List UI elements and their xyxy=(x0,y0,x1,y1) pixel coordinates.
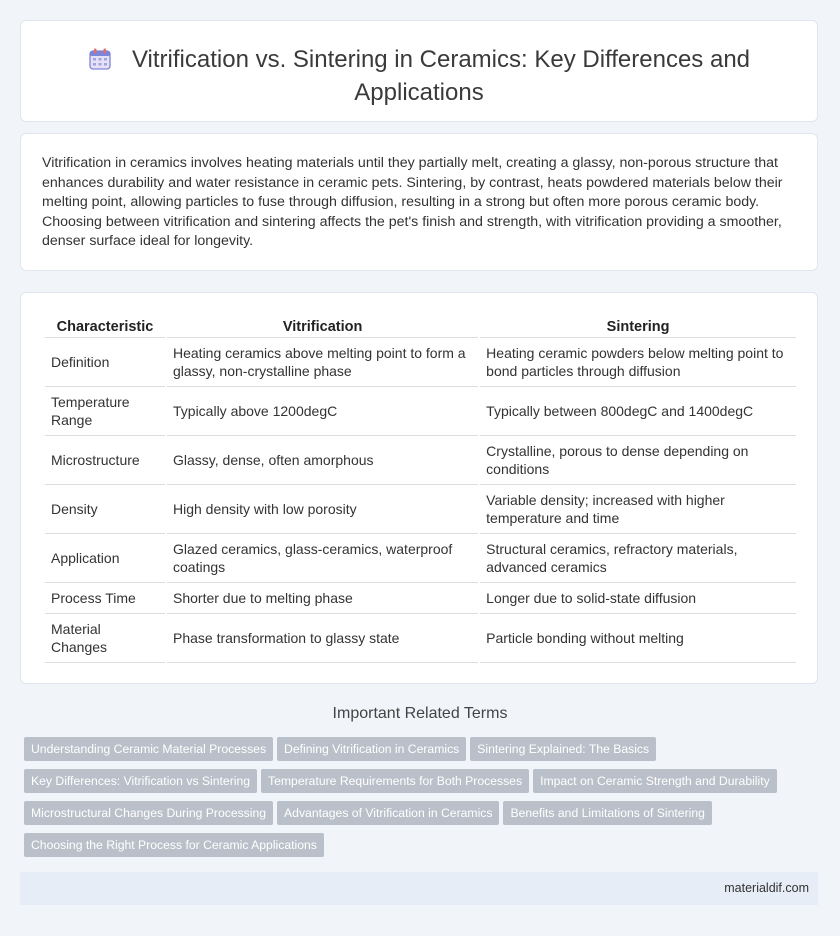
row-label: Application xyxy=(45,534,165,583)
table-row xyxy=(45,485,796,534)
related-term-link[interactable]: Impact on Ceramic Strength and Durability xyxy=(533,769,777,793)
sintering-cell: Heating ceramic powders below melting point to bond particles through diffusion xyxy=(480,338,796,387)
related-term-link[interactable]: Microstructural Changes During Processing xyxy=(24,801,273,825)
table-row xyxy=(45,338,796,387)
vitrification-cell: Shorter due to melting phase xyxy=(167,583,478,614)
table-row xyxy=(45,534,796,583)
row-label: Density xyxy=(45,485,165,534)
row-label: Temperature Range xyxy=(45,387,165,436)
vitrification-cell: Heating ceramics above melting point to form a glassy, non-crystalline phase xyxy=(167,338,478,387)
related-term-link[interactable]: Understanding Ceramic Material Processes xyxy=(24,737,273,761)
table-row xyxy=(45,614,796,663)
header-characteristic: Characteristic xyxy=(45,317,165,338)
vitrification-cell: High density with low porosity xyxy=(167,485,478,534)
intro-card xyxy=(20,133,818,271)
related-term-link[interactable]: Defining Vitrification in Ceramics xyxy=(277,737,466,761)
related-term-link[interactable]: Sintering Explained: The Basics xyxy=(470,737,656,761)
row-label: Definition xyxy=(45,338,165,387)
table-card xyxy=(20,292,818,684)
related-term-link[interactable]: Choosing the Right Process for Ceramic Applications xyxy=(24,833,324,857)
footer xyxy=(20,872,818,905)
table-header-row xyxy=(45,317,796,338)
vitrification-cell: Typically above 1200degC xyxy=(167,387,478,436)
table-row xyxy=(45,387,796,436)
intro-paragraph: Vitrification in ceramics involves heating materials until they partially melt, creating a glassy, non-porous structure that enhances durability and water resistance in ceramic pets. Sintering, by contrast, heats powdered materials below their melting point, allowing particles to fuse through diffusion, resulting in a strong but often more porous ceramic body. Choosing between vitrification and sintering affects the pet's finish and strength, with vitrification providing a smoother, denser surface ideal for longevity. xyxy=(42,155,783,249)
sintering-cell: Typically between 800degC and 1400degC xyxy=(480,387,796,436)
related-term-link[interactable]: Key Differences: Vitrification vs Sintering xyxy=(24,769,257,793)
site-link[interactable]: materialdif.com xyxy=(724,881,809,895)
row-label: Microstructure xyxy=(45,436,165,485)
table-row xyxy=(45,436,796,485)
sintering-cell: Structural ceramics, refractory materials, advanced ceramics xyxy=(480,534,796,583)
page-title-text: Vitrification vs. Sintering in Ceramics: Key Differences and Applications xyxy=(131,46,751,106)
sintering-cell: Crystalline, porous to dense depending on conditions xyxy=(480,436,796,485)
header-vitrification: Vitrification xyxy=(167,317,478,338)
vitrification-cell: Glassy, dense, often amorphous xyxy=(167,436,478,485)
related-term-link[interactable]: Advantages of Vitrification in Ceramics xyxy=(277,801,499,825)
related-terms-heading: Important Related Terms xyxy=(332,705,508,722)
page-title xyxy=(81,45,757,107)
related-term-link[interactable]: Benefits and Limitations of Sintering xyxy=(503,801,711,825)
row-label: Material Changes xyxy=(45,614,165,663)
vitrification-cell: Phase transformation to glassy state xyxy=(167,614,478,663)
row-label: Process Time xyxy=(45,583,165,614)
related-term-link[interactable]: Temperature Requirements for Both Processes xyxy=(261,769,529,793)
related-terms-list xyxy=(24,737,804,865)
sintering-cell: Longer due to solid-state diffusion xyxy=(480,583,796,614)
table-row xyxy=(45,583,796,614)
vitrification-cell: Glazed ceramics, glass-ceramics, waterproof coatings xyxy=(167,534,478,583)
header-card xyxy=(20,20,818,122)
calendar-icon xyxy=(88,47,112,78)
header-sintering: Sintering xyxy=(480,317,796,338)
sintering-cell: Variable density; increased with higher temperature and time xyxy=(480,485,796,534)
sintering-cell: Particle bonding without melting xyxy=(480,614,796,663)
comparison-table xyxy=(43,317,798,663)
